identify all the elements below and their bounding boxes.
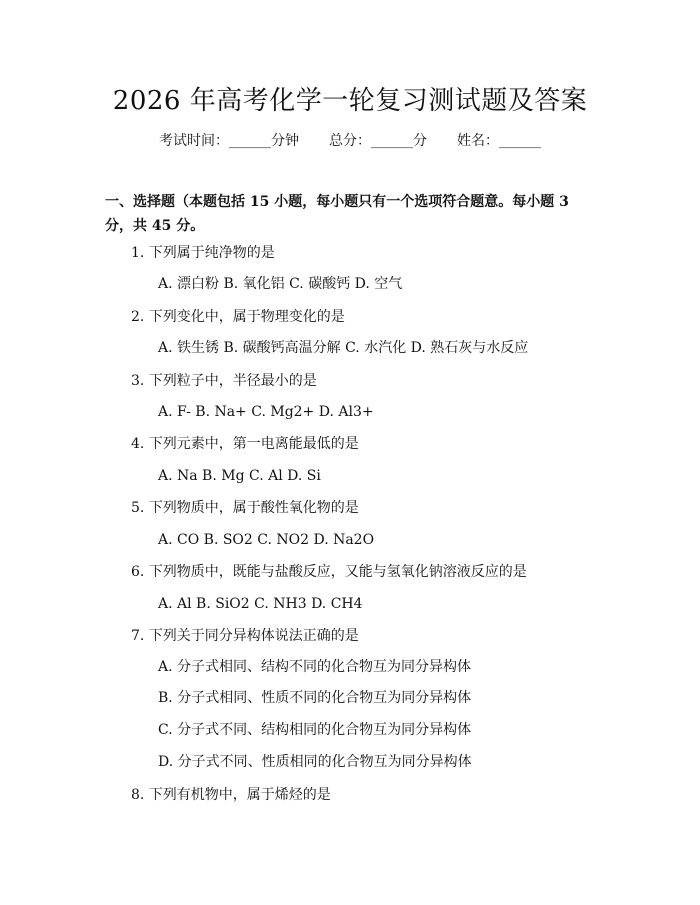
exam-info-line (0, 131, 700, 151)
question-2: 2. 下列变化中，属于物理变化的是 (131, 309, 345, 325)
total-score-field: 总分：______分 (329, 133, 427, 149)
question-5: 5. 下列物质中，属于酸性氧化物的是 (131, 500, 359, 516)
question-7-option-a: A. 分子式相同、结构不同的化合物互为同分异构体 (158, 659, 472, 675)
question-4-options: A. Na B. Mg C. Al D. Si (158, 468, 321, 484)
question-7-option-d: D. 分子式不同、性质相同的化合物互为同分异构体 (158, 754, 472, 770)
question-7-option-b: B. 分子式相同、性质不同的化合物互为同分异构体 (158, 690, 472, 706)
document-title: 2026 年高考化学一轮复习测试题及答案 (112, 86, 588, 116)
question-2-options: A. 铁生锈 B. 碳酸钙高温分解 C. 水汽化 D. 熟石灰与水反应 (158, 340, 529, 356)
section-heading-multiple-choice: 一、选择题（本题包括 15 小题，每小题只有一个选项符合题意。每小题 3 分，共 45 分。 (105, 194, 569, 234)
question-1: 1. 下列属于纯净物的是 (131, 245, 275, 261)
question-7: 7. 下列关于同分异构体说法正确的是 (131, 628, 359, 644)
question-4: 4. 下列元素中，第一电离能最低的是 (131, 436, 359, 452)
question-3-options: A. F- B. Na+ C. Mg2+ D. Al3+ (158, 404, 374, 420)
question-7-option-c: C. 分子式不同、结构相同的化合物互为同分异构体 (158, 722, 472, 738)
student-name-field: 姓名：______ (457, 133, 541, 149)
question-3: 3. 下列粒子中，半径最小的是 (131, 373, 317, 389)
question-1-options: A. 漂白粉 B. 氧化铝 C. 碳酸钙 D. 空气 (158, 276, 403, 292)
question-8: 8. 下列有机物中，属于烯烃的是 (131, 787, 331, 803)
question-6: 6. 下列物质中，既能与盐酸反应，又能与氢氧化钠溶液反应的是 (131, 564, 527, 580)
exam-time-field: 考试时间：______分钟 (159, 133, 299, 149)
question-6-options: A. Al B. SiO2 C. NH3 D. CH4 (158, 596, 363, 612)
question-5-options: A. CO B. SO2 C. NO2 D. Na2O (158, 532, 375, 548)
